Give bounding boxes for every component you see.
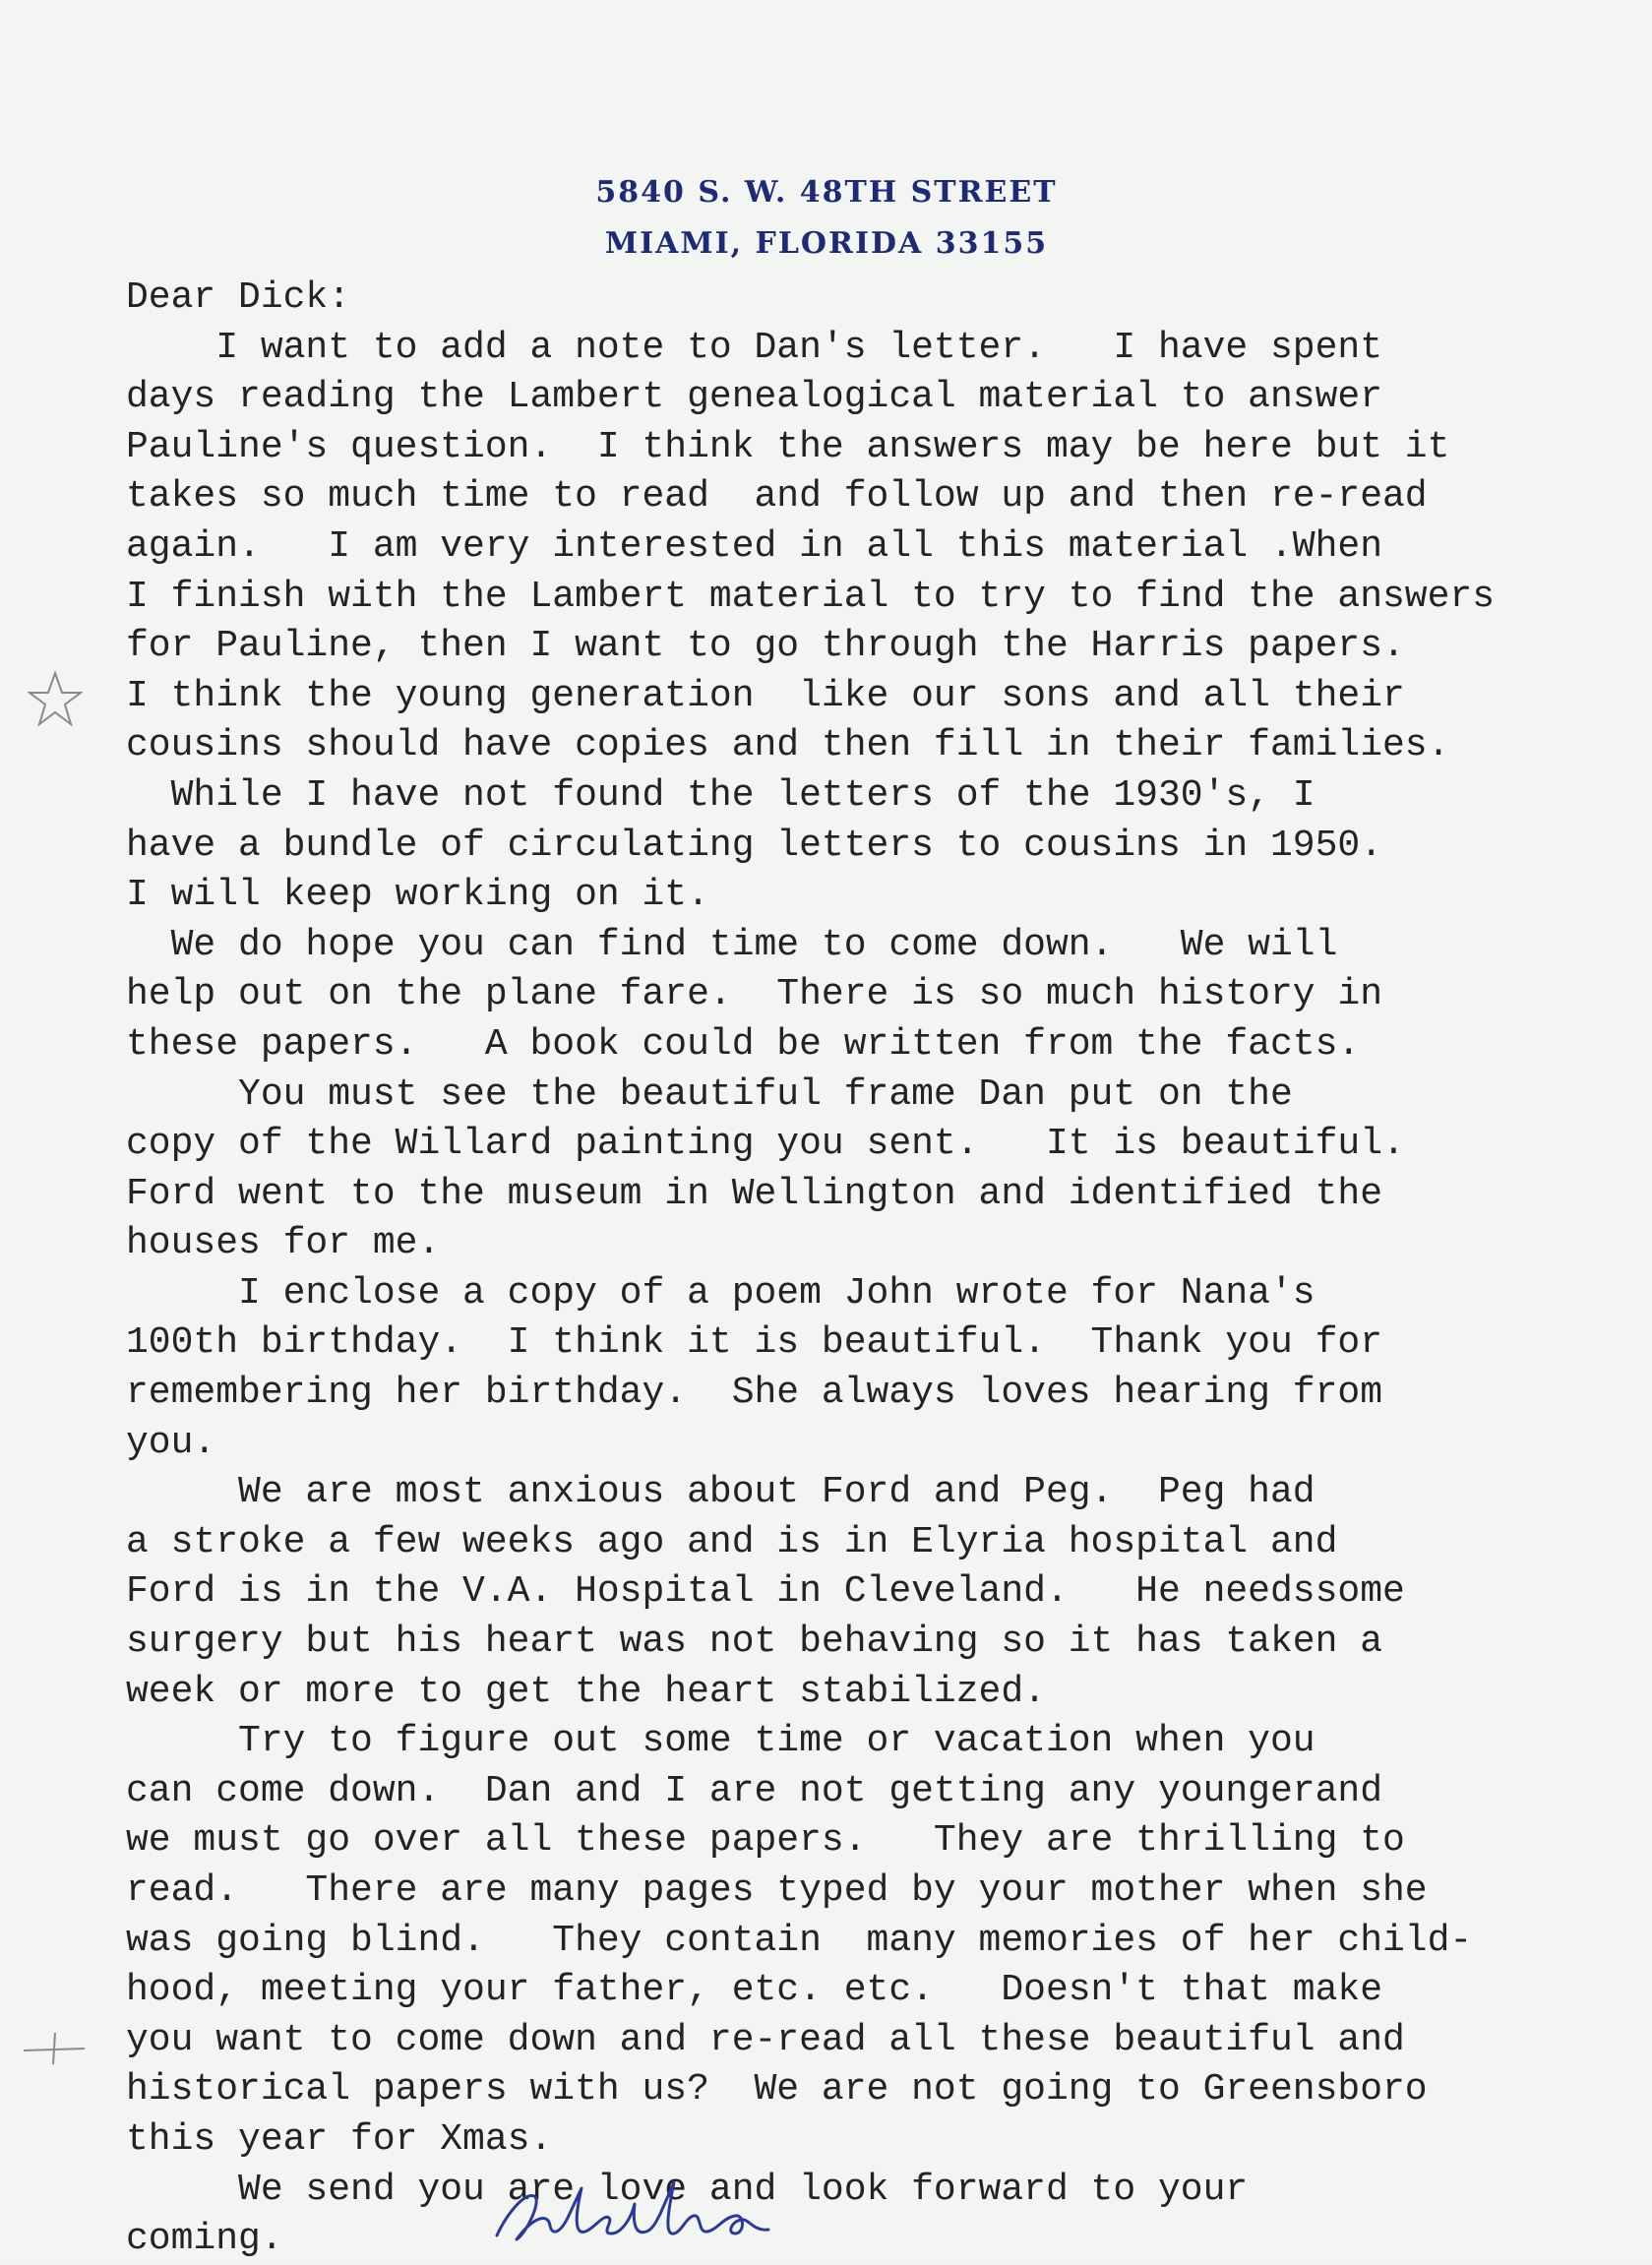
letter-line: week or more to get the heart stabilized. [126, 1670, 1046, 1713]
letter-line: remembering her birthday. She always loves hearing from [126, 1372, 1383, 1415]
handwritten-signature [487, 2174, 861, 2253]
letter-line: Ford went to the museum in Wellington and identified the [126, 1172, 1383, 1215]
letter-line: coming. [126, 2218, 283, 2261]
letter-line: hood, meeting your father, etc. etc. Doesn't that make [126, 1969, 1383, 2012]
letter-line: you. [126, 1421, 216, 1464]
letter-line: I want to add a note to Dan's letter. I have spent [126, 326, 1383, 369]
letter-line: cousins should have copies and then fill in their families. [126, 724, 1450, 767]
letter-line: again. I am very interested in all this material .When [126, 524, 1383, 568]
salutation: Dear Dick: [126, 276, 351, 319]
letter-line: houses for me. [126, 1222, 441, 1265]
letter-line: days reading the Lambert genealogical material to answer [126, 376, 1383, 419]
letter-line: We send you are love and look forward to your [126, 2168, 1249, 2211]
letter-line: help out on the plane fare. There is so much history in [126, 973, 1383, 1016]
letter-line: I enclose a copy of a poem John wrote for Nana's [126, 1271, 1315, 1315]
letter-line: I will keep working on it. [126, 874, 709, 917]
letter-body [126, 274, 1621, 2265]
letter-line: We are most anxious about Ford and Peg. Peg had [126, 1471, 1315, 1514]
letter-line: copy of the Willard painting you sent. It is beautiful. [126, 1123, 1405, 1166]
letterhead-street: 5840 S. W. 48TH STREET [595, 175, 1058, 210]
letter-line: We do hope you can find time to come down. We will [126, 923, 1338, 966]
pencil-plus-mark [20, 2029, 89, 2068]
letter-line: a stroke a few weeks ago and is in Elyria hospital and [126, 1520, 1338, 1563]
letter-line: I think the young generation like our sons and all their [126, 674, 1405, 717]
letter-line: surgery but his heart was not behaving so it has taken a [126, 1621, 1383, 1664]
letter-line: historical papers with us? We are not going to Greensboro [126, 2068, 1428, 2112]
letter-line: While I have not found the letters of the 1930's, I [126, 773, 1315, 817]
letterhead-city: MIAMI, FLORIDA 33155 [604, 226, 1049, 261]
letter-line: Try to figure out some time or vacation when you [126, 1720, 1315, 1763]
letterhead [551, 167, 1102, 270]
letter-line: can come down. Dan and I are not getting any youngerand [126, 1769, 1383, 1812]
letter-line: you want to come down and re-read all these beautiful and [126, 2018, 1405, 2061]
letter-line: for Pauline, then I want to go through the Harris papers. [126, 625, 1405, 668]
letter-line: takes so much time to read and follow up and then re-read [126, 475, 1428, 519]
letter-lines [126, 324, 1621, 2265]
letter-line: read. There are many pages typed by your mother when she [126, 1869, 1428, 1912]
letter-line: these papers. A book could be written from the facts. [126, 1022, 1361, 1066]
letter-line: this year for Xmas. [126, 2117, 553, 2161]
letter-line: was going blind. They contain many memories of her child- [126, 1919, 1473, 1962]
letter-line: 100th birthday. I think it is beautiful. Thank you for [126, 1321, 1383, 1365]
pencil-star-mark [28, 669, 83, 728]
letter-line: have a bundle of circulating letters to cousins in 1950. [126, 824, 1383, 867]
letter-line: You must see the beautiful frame Dan put on the [126, 1072, 1293, 1116]
letter-line: Pauline's question. I think the answers may be here but it [126, 425, 1450, 468]
letter-line: we must go over all these papers. They are thrilling to [126, 1819, 1405, 1863]
letter-line: Ford is in the V.A. Hospital in Cleveland. He needssome [126, 1570, 1405, 1614]
letter-line: I finish with the Lambert material to try to find the answers [126, 575, 1496, 618]
